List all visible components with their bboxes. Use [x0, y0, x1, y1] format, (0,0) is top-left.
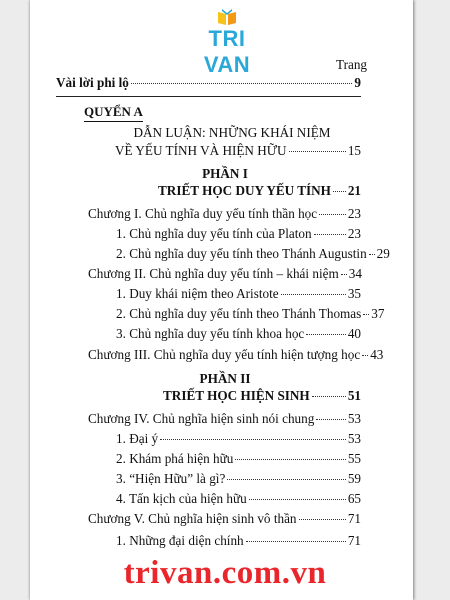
- toc-entry-ch1[interactable]: [88, 206, 361, 222]
- toc-entry-label: TRIẾT HỌC HIỆN SINH: [163, 388, 310, 403]
- leader-dots: [227, 479, 346, 480]
- toc-entry-label: 1. Những đại diện chính: [116, 533, 244, 548]
- open-book-icon: [216, 8, 238, 26]
- toc-entry-ch2[interactable]: [88, 266, 361, 282]
- toc-entry-label: Vài lời phi lộ: [56, 75, 129, 90]
- leader-dots: [160, 439, 346, 440]
- toc-entry-label: Chương IV. Chủ nghĩa hiện sinh nói chung: [88, 411, 315, 426]
- toc-entry-page: 37: [371, 306, 385, 321]
- toc-entry-ch4-1[interactable]: [116, 431, 361, 447]
- toc-entry-page: 21: [347, 183, 361, 198]
- toc-entry-label: Chương III. Chủ nghĩa duy yếu tính hiện tượng học: [88, 347, 361, 362]
- toc-entry-page: 23: [347, 226, 361, 241]
- toc-entry-page: 40: [347, 326, 361, 341]
- toc-entry-label: Chương I. Chủ nghĩa duy yếu tính thần học: [88, 206, 318, 221]
- leader-dots: [299, 519, 346, 520]
- toc-entry-label: 2. Chủ nghĩa duy yếu tính theo Thánh Augustin: [116, 246, 367, 261]
- toc-entry-page: 71: [347, 511, 361, 526]
- logo-text: TRI VAN: [203, 26, 251, 77]
- toc-entry-page: 34: [348, 266, 362, 281]
- toc-entry-label: 4. Tấn kịch của hiện hữu: [116, 491, 247, 506]
- toc-entry-page: 65: [347, 491, 361, 506]
- toc-entry-label: VỀ YẾU TÍNH VÀ HIỆN HỮU: [115, 143, 287, 158]
- toc-entry-page: 15: [347, 143, 361, 158]
- toc-entry-label: TRIẾT HỌC DUY YẾU TÍNH: [158, 183, 331, 198]
- toc-entry-page: 29: [376, 246, 390, 261]
- toc-entry-ch4-2[interactable]: [116, 451, 361, 467]
- leader-dots: [314, 234, 346, 235]
- part1-heading: PHẦN I: [202, 166, 248, 181]
- toc-entry-ch4-4[interactable]: [116, 491, 361, 507]
- toc-entry-label: Chương V. Chủ nghĩa hiện sinh vô thần: [88, 511, 297, 526]
- toc-entry-part2[interactable]: [163, 388, 361, 404]
- leader-dots: [246, 541, 346, 542]
- site-watermark: trivan.com.vn: [123, 555, 327, 591]
- divider-line: [56, 96, 361, 97]
- leader-dots: [362, 355, 368, 356]
- toc-entry-page: 9: [354, 75, 361, 90]
- leader-dots: [319, 214, 346, 215]
- toc-entry-intro[interactable]: [115, 143, 361, 159]
- book-a-heading: QUYỂN A: [84, 104, 143, 122]
- part2-heading: PHẦN II: [199, 371, 251, 386]
- toc-entry-label: 3. Chủ nghĩa duy yếu tính khoa học: [116, 326, 305, 341]
- toc-entry-page: 35: [347, 286, 361, 301]
- toc-entry-page: 59: [347, 471, 361, 486]
- toc-entry-ch5[interactable]: [88, 511, 361, 527]
- leader-dots: [131, 83, 353, 84]
- toc-entry-label: Chương II. Chủ nghĩa duy yếu tính – khái niệm: [88, 266, 339, 281]
- toc-entry-page: 23: [347, 206, 361, 221]
- toc-entry-label: 2. Chủ nghĩa duy yếu tính theo Thánh Thomas: [116, 306, 362, 321]
- toc-entry-part1[interactable]: [158, 183, 361, 199]
- leader-dots: [333, 191, 346, 192]
- toc-entry-preface[interactable]: [56, 75, 361, 91]
- toc-entry-page: 71: [347, 533, 361, 548]
- toc-entry-label: 2. Khám phá hiện hữu: [116, 451, 234, 466]
- toc-entry-label: 1. Đại ý: [116, 431, 159, 446]
- leader-dots: [341, 274, 347, 275]
- trivan-logo: [187, 8, 267, 77]
- leader-dots: [289, 151, 346, 152]
- toc-entry-ch4[interactable]: [88, 411, 361, 427]
- toc-entry-ch1-1[interactable]: [116, 226, 361, 242]
- leader-dots: [306, 334, 346, 335]
- leader-dots: [249, 499, 346, 500]
- toc-entry-page: 53: [347, 431, 361, 446]
- toc-entry-ch1-2[interactable]: [116, 246, 390, 262]
- leader-dots: [312, 396, 346, 397]
- toc-entry-label: 3. “Hiện Hữu” là gì?: [116, 471, 226, 486]
- toc-entry-label: 1. Duy khái niệm theo Aristote: [116, 286, 279, 301]
- leader-dots: [281, 294, 346, 295]
- intro-title-line1: DẪN LUẬN: NHỮNG KHÁI NIỆM: [133, 125, 331, 140]
- toc-entry-ch2-2[interactable]: [116, 306, 385, 322]
- leader-dots: [316, 419, 345, 420]
- toc-entry-ch3[interactable]: [88, 347, 384, 363]
- toc-entry-page: 51: [347, 388, 361, 403]
- toc-entry-ch4-3[interactable]: [116, 471, 361, 487]
- toc-entry-page: 43: [370, 347, 384, 362]
- leader-dots: [369, 254, 375, 255]
- toc-entry-page: 53: [347, 411, 361, 426]
- page-column-header: Trang: [336, 57, 368, 72]
- toc-entry-ch5-1[interactable]: [116, 533, 361, 549]
- toc-entry-ch2-1[interactable]: [116, 286, 361, 302]
- toc-entry-page: 55: [347, 451, 361, 466]
- toc-entry-label: 1. Chủ nghĩa duy yếu tính của Platon: [116, 226, 312, 241]
- leader-dots: [363, 314, 369, 315]
- toc-entry-ch2-3[interactable]: [116, 326, 361, 342]
- leader-dots: [235, 459, 345, 460]
